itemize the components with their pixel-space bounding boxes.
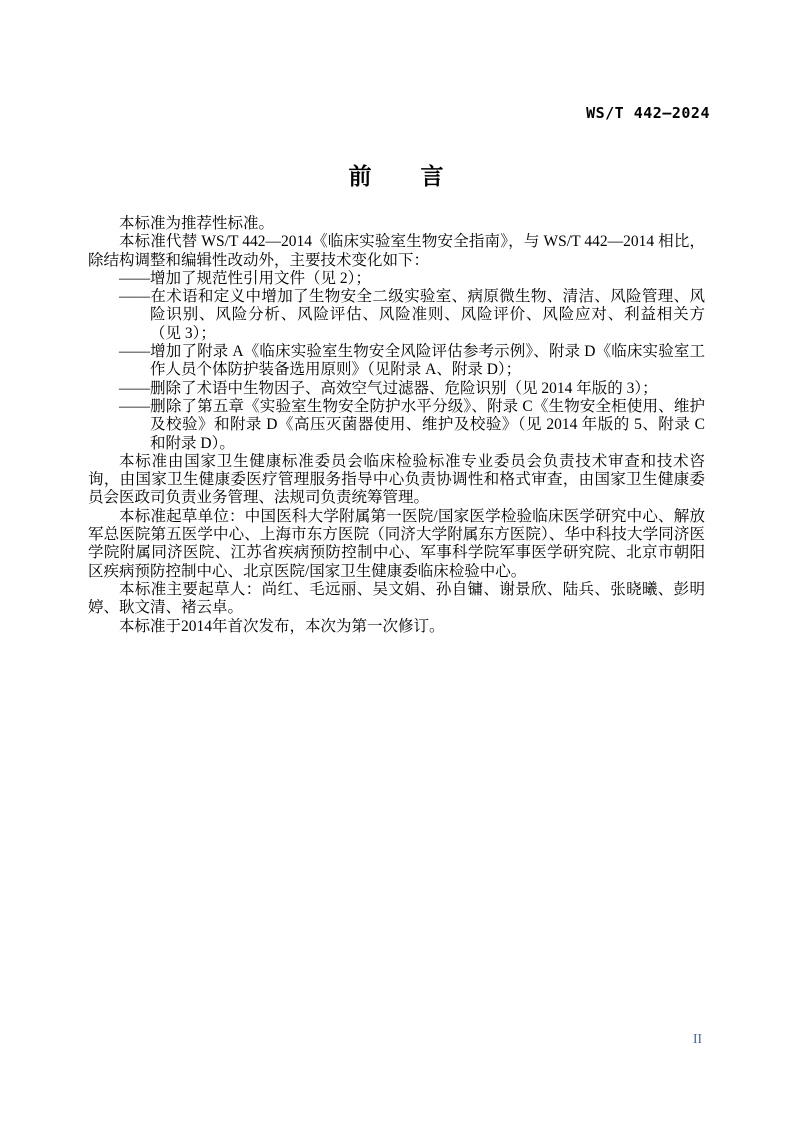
change-list-item-2: ——在术语和定义中增加了生物安全二级实验室、病原微生物、清洁、风险管理、风险识别、风险分析、风险评估、风险准则、风险评价、风险应对、利益相关方（见 3）； (119, 288, 705, 342)
foreword-title: 前 言 (348, 163, 445, 189)
foreword-paragraph-5: 本标准主要起草人：尚红、毛远丽、吴文娟、孙自镛、谢景欣、陆兵、张晓曦、彭明婷、耿文清、褚云卓。 (88, 580, 705, 617)
foreword-paragraph-3: 本标准由国家卫生健康标准委员会临床检验标准专业委员会负责技术审查和技术咨询，由国家卫生健康委医疗管理服务指导中心负责协调性和格式审查，由国家卫生健康委员会医政司负责业务管理、法规司负责统筹管理。 (88, 452, 705, 507)
change-list-item-3: ——增加了附录 A《临床实验室生物安全风险评估参考示例》、附录 D《临床实验室工作人员个体防护装备选用原则》（见附录 A、附录 D）； (119, 343, 705, 379)
foreword-paragraph-4: 本标准起草单位：中国医科大学附属第一医院/国家医学检验临床医学研究中心、解放军总医院第五医学中心、上海市东方医院（同济大学附属东方医院）、华中科技大学同济医学院附属同济医院、江苏省疾病预防控制中心、军事科学院军事医学研究院、北京市朝阳区疾病预防控制中心、北京医院/国家卫生健康委临床检验中心。 (88, 507, 705, 580)
page-number: II (693, 1031, 702, 1046)
change-list-item-5: ——删除了第五章《实验室生物安全防护水平分级》、附录 C《生物安全柜使用、维护及校验》和附录 D《高压灭菌器使用、维护及校验》（见 2014 年版的 5、附录 C 和附录 D）。 (119, 397, 705, 452)
foreword-paragraph-6: 本标准于2014年首次发布，本次为第一次修订。 (119, 617, 445, 635)
standard-code: WS/T 442—2024 (586, 104, 710, 122)
change-list-item-4: ——删除了术语中生物因子、高效空气过滤器、危险识别（见 2014 年版的 3）； (119, 379, 658, 397)
foreword-paragraph-2: 本标准代替 WS/T 442—2014《临床实验室生物安全指南》，与 WS/T 442—2014 相比，除结构调整和编辑性改动外，主要技术变化如下： (88, 233, 705, 269)
foreword-paragraph-1: 本标准为推荐性标准。 (119, 215, 275, 232)
foreword-body (88, 215, 705, 636)
change-list-item-1: ——增加了规范性引用文件（见 2）； (119, 269, 371, 287)
